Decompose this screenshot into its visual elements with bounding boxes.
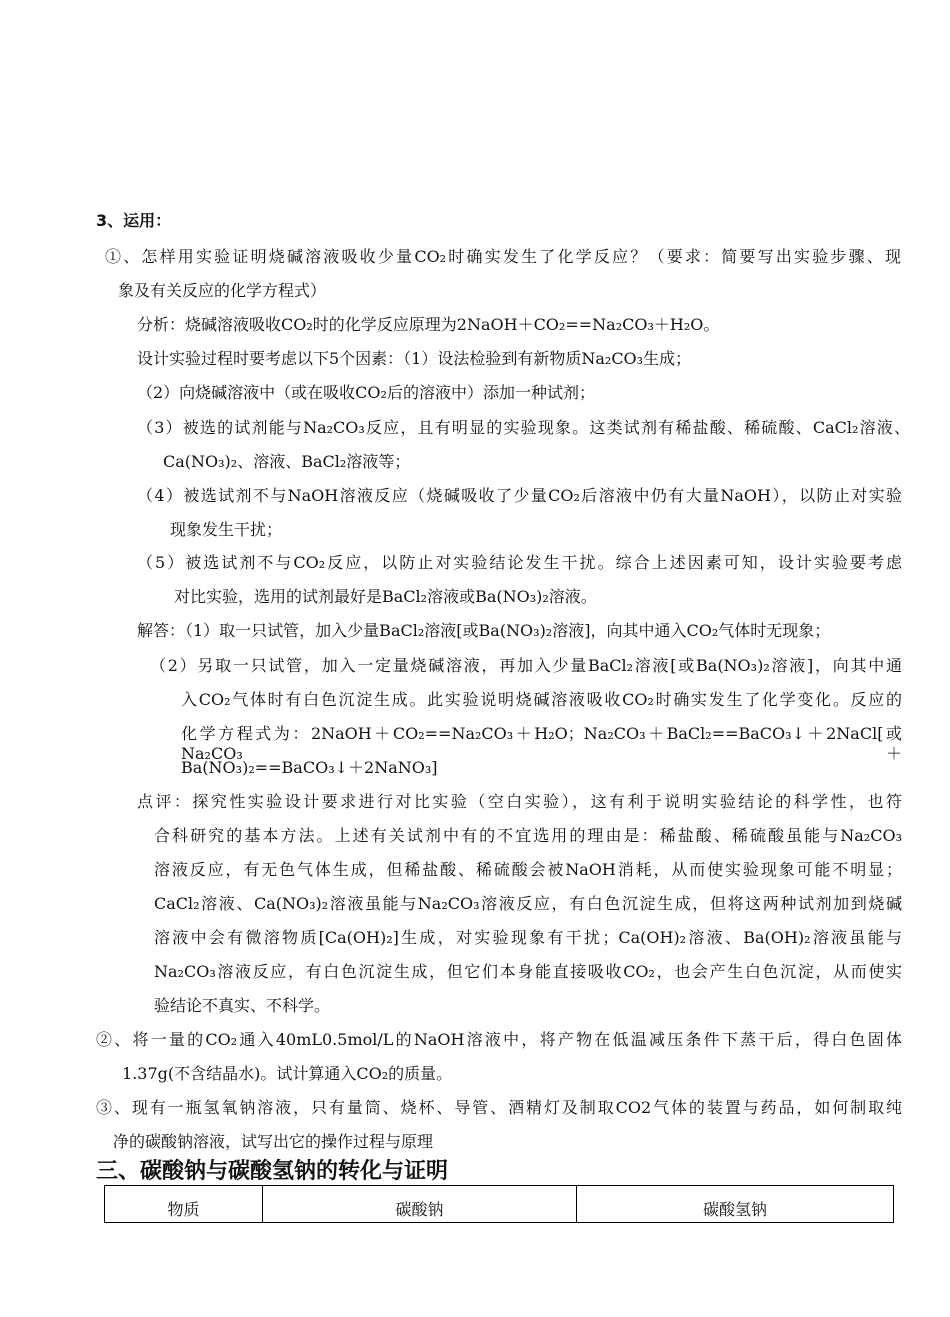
table-header-cell: 碳酸氢钠	[577, 1186, 894, 1223]
q1-factor3-a: （3）被选的试剂能与Na₂CO₃反应，且有明显的实验现象。这类试剂有稀盐酸、稀硫酸、CaCl₂溶液、	[137, 418, 910, 437]
q1-design-intro: 设计实验过程时要考虑以下5个因素：（1）设法检验到有新物质Na₂CO₃生成；	[137, 349, 692, 368]
q1-comment-b: 合科研究的基本方法。上述有关试剂中有的不宜选用的理由是：稀盐酸、稀硫酸虽能与Na₂CO₃	[154, 826, 902, 845]
q1-comment-f: Na₂CO₃溶液反应，有白色沉淀生成，但它们本身能直接吸收CO₂，也会产生白色沉淀，从而使实	[154, 962, 902, 981]
q1-line1: ①、怎样用实验证明烧碱溶液吸收少量CO₂时确实发生了化学反应？（要求：简要写出实验步骤、现	[105, 247, 901, 266]
q1-comment-e: 溶液中会有微溶物质[Ca(OH)₂]生成，对实验现象有干扰；Ca(OH)₂溶液、Ba(OH)₂溶液虽能与	[154, 928, 902, 947]
q1-answer2-d: Ba(NO₃)₂==BaCO₃↓＋2NaNO₃]	[181, 758, 438, 777]
q1-answer2-c: 化学方程式为：2NaOH＋CO₂==Na₂CO₃＋H₂O；Na₂CO₃＋BaCl₂==BaCO₃↓＋2NaCl[或Na₂CO₃＋	[181, 724, 902, 763]
q1-analysis: 分析：烧碱溶液吸收CO₂时的化学反应原理为2NaOH＋CO₂==Na₂CO₃＋H₂O。	[137, 315, 720, 334]
section-heading-three: 三、碳酸钠与碳酸氢钠的转化与证明	[96, 1159, 449, 1184]
q1-comment-c: 溶液反应，有无色气体生成，但稀盐酸、稀硫酸会被NaOH消耗，从而使实验现象可能不明显；	[154, 860, 902, 879]
q1-answer2-a: （2）另取一只试管，加入一定量烧碱溶液，再加入少量BaCl₂溶液[或Ba(NO₃)₂溶液]，向其中通	[150, 656, 902, 675]
comparison-table	[104, 1185, 894, 1223]
section-heading-3: 3、运用：	[96, 211, 172, 230]
q3-line1: ③、现有一瓶氢氧钠溶液，只有量筒、烧杯、导管、酒精灯及制取CO2气体的装置与药品，如何制取纯	[96, 1098, 902, 1117]
table-header-cell: 碳酸钠	[263, 1186, 577, 1223]
q1-answer1: 解答：（1）取一只试管，加入少量BaCl₂溶液[或Ba(NO₃)₂溶液]，向其中通入CO₂气体时无现象；	[137, 621, 831, 640]
q2-line1: ②、将一量的CO₂通入40mL0.5mol/L的NaOH溶液中，将产物在低温减压条件下蒸干后，得白色固体	[96, 1030, 902, 1049]
q1-factor2: （2）向烧碱溶液中（或在吸收CO₂后的溶液中）添加一种试剂；	[137, 383, 595, 402]
q1-factor4-b: 现象发生干扰；	[170, 520, 283, 539]
q1-factor5-a: （5）被选试剂不与CO₂反应，以防止对实验结论发生干扰。综合上述因素可知，设计实验要考虑	[137, 553, 902, 572]
q1-comment-g: 验结论不真实、不科学。	[154, 996, 331, 1015]
q1-answer2-b: 入CO₂气体时有白色沉淀生成。此实验说明烧碱溶液吸收CO₂时确实发生了化学变化。反应的	[181, 690, 902, 709]
table-header-cell: 物质	[105, 1186, 263, 1223]
table-header-row	[105, 1186, 894, 1223]
q2-line2: 1.37g(不含结晶水)。试计算通入CO₂的质量。	[122, 1064, 453, 1083]
q1-factor5-b: 对比实验，选用的试剂最好是BaCl₂溶液或Ba(NO₃)₂溶液。	[174, 587, 597, 606]
q3-line2: 净的碳酸钠溶液，试写出它的操作过程与原理	[113, 1132, 434, 1151]
q1-comment-d: CaCl₂溶液、Ca(NO₃)₂溶液虽能与Na₂CO₃溶液反应，有白色沉淀生成，但将这两种试剂加到烧碱	[154, 894, 902, 913]
q1-line2: 象及有关反应的化学方程式）	[118, 281, 327, 300]
q1-comment-a: 点评：探究性实验设计要求进行对比实验（空白实验），这有利于说明实验结论的科学性，也符	[137, 792, 902, 811]
q1-factor3-b: Ca(NO₃)₂、溶液、BaCl₂溶液等；	[163, 452, 411, 471]
q1-factor4-a: （4）被选试剂不与NaOH溶液反应（烧碱吸收了少量CO₂后溶液中仍有大量NaOH），以防止对实验	[137, 486, 902, 505]
